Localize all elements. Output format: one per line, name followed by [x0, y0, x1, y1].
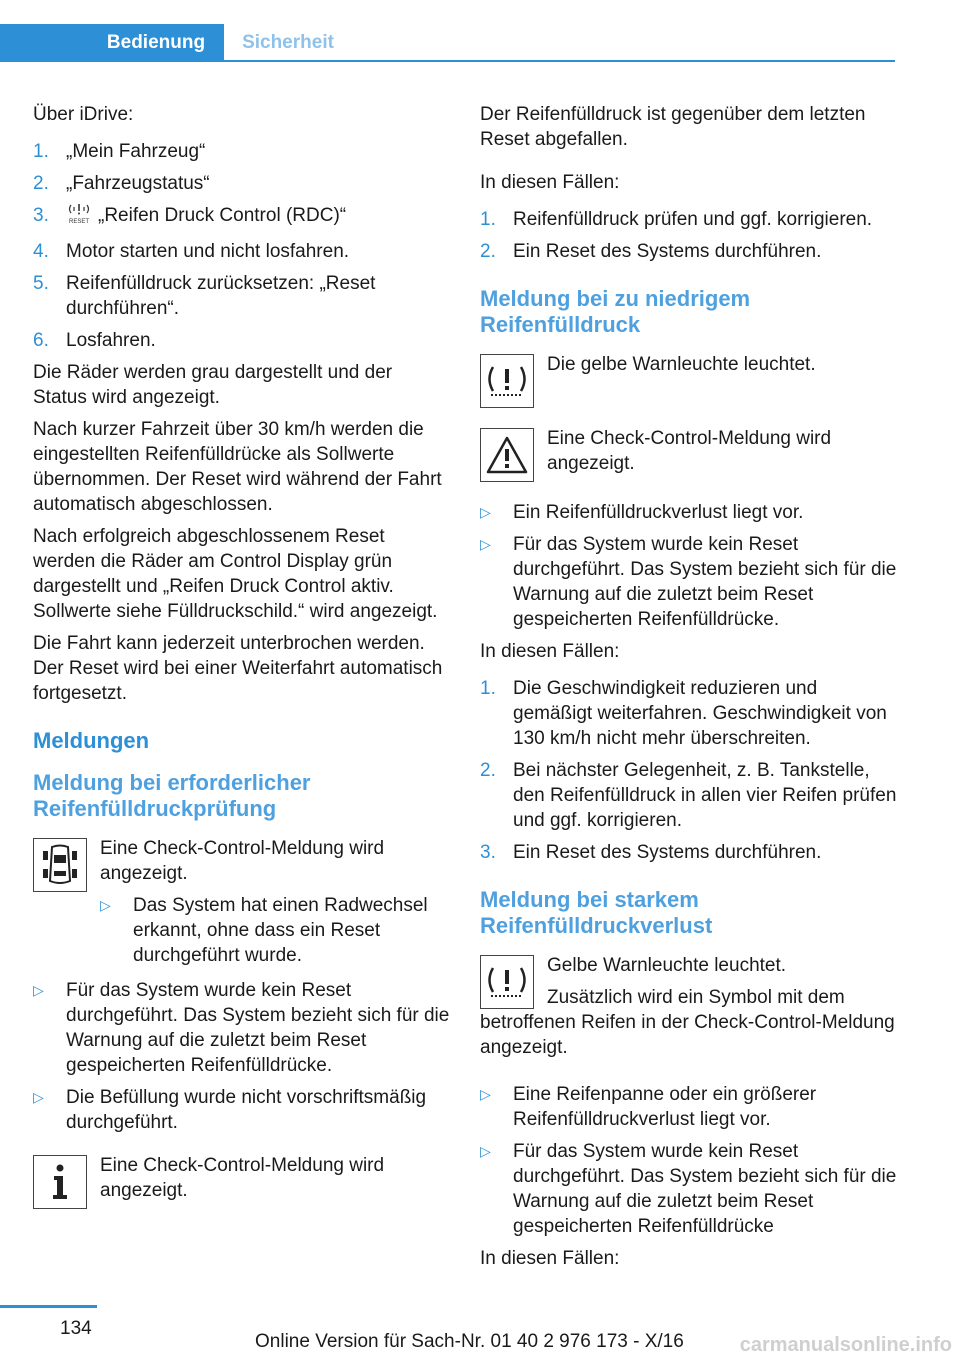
- step-text: Losfahren.: [66, 330, 156, 351]
- watermark[interactable]: carmanualsonline.info: [739, 1334, 952, 1356]
- list-item: [480, 676, 898, 751]
- heading-stark: Meldung bei starkem Reifenfülldruckverlust: [480, 887, 713, 938]
- tab-bedienung[interactable]: Bedienung: [0, 24, 224, 62]
- cases-label: In diesen Fällen:: [480, 641, 620, 662]
- message-text: Eine Check-Control-Meldung wird angezeigt.: [547, 428, 832, 474]
- tyre-pressure-warning-icon: [480, 955, 534, 1009]
- step-text: Reifenfülldruck prüfen und ggf. korrigieren.: [513, 209, 873, 230]
- cases-label: In diesen Fällen:: [480, 1248, 620, 1269]
- info-block: [33, 1153, 451, 1211]
- list-item: [480, 239, 898, 264]
- list-item: [480, 840, 898, 865]
- page-number: 134: [60, 1318, 92, 1339]
- sub-bullets: [100, 893, 451, 968]
- left-column: [33, 102, 451, 1227]
- step-text: Die Geschwindigkeit reduzieren und gemäßigt weiterfahren. Geschwindigkeit von 130 km/h nicht mehr überschreiten.: [513, 678, 887, 749]
- tab-sicherheit[interactable]: Sicherheit: [242, 32, 334, 53]
- step-number: 6.: [33, 330, 49, 351]
- step-text: Motor starten und nicht losfahren.: [66, 241, 350, 262]
- step-number: 2.: [480, 760, 496, 781]
- list-item: [480, 1139, 898, 1239]
- warning-light-block: [480, 352, 898, 410]
- step-number: 3.: [480, 842, 496, 863]
- heading-pruefung: Meldung bei erforderlicher Reifenfülldruckprüfung: [33, 770, 311, 821]
- bullets: [33, 978, 451, 1135]
- paragraph: Nach kurzer Fahrzeit über 30 km/h werden die eingestellten Reifenfülldrücke als Sollwerte übernommen. Der Reset wird während der Fahrt automatisch abgeschlossen.: [33, 419, 442, 515]
- heading-meldungen: Meldungen: [33, 728, 150, 753]
- check-control-block: [480, 426, 898, 484]
- bullet-text: Ein Reifenfülldruckverlust liegt vor.: [513, 502, 804, 523]
- message-text: Die gelbe Warnleuchte leuchtet.: [547, 354, 816, 375]
- step-number: 3.: [33, 205, 49, 226]
- paragraph: Nach erfolgreich abgeschlossenem Reset werden die Räder am Control Display grün dargestellt und „Reifen Druck Control aktiv. Sollwerte siehe Fülldruckschild.“ wird angezeigt.: [33, 526, 438, 622]
- footer-text: Online Version für Sach-Nr. 01 40 2 976 173 - X/16: [255, 1331, 684, 1352]
- tyre-pressure-warning-icon: [480, 354, 534, 408]
- chapter-tabs: [0, 24, 895, 62]
- message-text: Zusätzlich wird ein Symbol mit dem betroffenen Reifen in der Check-Control-Meldung angezeigt.: [480, 987, 895, 1058]
- warning-triangle-icon: [480, 428, 534, 482]
- triangle-bullet-icon: ▷: [33, 1089, 44, 1105]
- step-number: 1.: [480, 678, 496, 699]
- step-number: 5.: [33, 273, 49, 294]
- list-item: [33, 171, 451, 196]
- list-item: [480, 532, 898, 632]
- page-number-bar: [0, 1305, 97, 1308]
- step-text: Reifenfülldruck zurücksetzen: „Reset durchführen“.: [66, 273, 376, 319]
- bullet-text: Für das System wurde kein Reset durchgeführt. Das System bezieht sich für die Warnung auf die zuletzt beim Reset gespeicherten Reifenfülldrücke.: [66, 980, 450, 1076]
- step-number: 1.: [33, 141, 49, 162]
- list-item: [33, 978, 451, 1078]
- intro-text: Über iDrive:: [33, 104, 134, 125]
- bullets: [480, 500, 898, 632]
- cases-label: In diesen Fällen:: [480, 172, 620, 193]
- list-item: [480, 758, 898, 833]
- bullet-text: Für das System wurde kein Reset durchgeführt. Das System bezieht sich für die Warnung auf die zuletzt beim Reset gespeicherten Reifenfülldrücke: [513, 1141, 897, 1237]
- bullets: [480, 1082, 898, 1239]
- info-icon: [33, 1155, 87, 1209]
- triangle-bullet-icon: ▷: [480, 536, 491, 552]
- bullet-text: Die Befüllung wurde nicht vorschriftsmäßig durchgeführt.: [66, 1087, 427, 1133]
- message-text: Eine Check-Control-Meldung wird angezeigt.: [100, 1155, 385, 1201]
- paragraph: Die Räder werden grau dargestellt und der Status wird angezeigt.: [33, 362, 393, 408]
- step-text: Ein Reset des Systems durchführen.: [513, 241, 822, 262]
- bullet-text: Für das System wurde kein Reset durchgeführt. Das System bezieht sich für die Warnung auf die zuletzt beim Reset gespeicherten Reifenfülldrücke.: [513, 534, 897, 630]
- triangle-bullet-icon: ▷: [33, 982, 44, 998]
- check-control-block: [33, 836, 451, 968]
- step-text: „Fahrzeugstatus“: [66, 173, 210, 194]
- triangle-bullet-icon: ▷: [480, 1086, 491, 1102]
- list-item: [33, 203, 451, 232]
- step-number: 4.: [33, 241, 49, 262]
- car-tyres-icon: [33, 838, 87, 892]
- list-item: [33, 239, 451, 264]
- triangle-bullet-icon: ▷: [100, 897, 111, 913]
- warning-light-block: [480, 953, 898, 1060]
- list-item: [33, 1085, 451, 1135]
- step-text: Ein Reset des Systems durchführen.: [513, 842, 822, 863]
- paragraph: Die Fahrt kann jederzeit unterbrochen werden. Der Reset wird bei einer Weiterfahrt automatisch fortgesetzt.: [33, 633, 443, 704]
- paragraph: Der Reifenfülldruck ist gegenüber dem letzten Reset abgefallen.: [480, 104, 866, 150]
- right-column: [480, 102, 898, 1278]
- tab-underline: [224, 60, 895, 62]
- step-number: 2.: [480, 241, 496, 262]
- steps-1: [480, 207, 898, 264]
- heading-niedrig: Meldung bei zu niedrigem Reifenfülldruck: [480, 286, 751, 337]
- step-text: „Mein Fahrzeug“: [66, 141, 206, 162]
- triangle-bullet-icon: ▷: [480, 1143, 491, 1159]
- step-text: „Reifen Druck Control (RDC)“: [98, 205, 347, 226]
- bullet-text: Das System hat einen Radwechsel erkannt, ohne dass ein Reset durchgeführt wurde.: [133, 895, 428, 966]
- list-item: [33, 271, 451, 321]
- step-number: 2.: [33, 173, 49, 194]
- bullet-text: Eine Reifenpanne oder ein größerer Reifenfülldruckverlust liegt vor.: [513, 1084, 817, 1130]
- rdc-reset-icon: [66, 203, 92, 232]
- message-text: Gelbe Warnleuchte leuchtet.: [547, 955, 787, 976]
- list-item: [480, 207, 898, 232]
- list-item: [33, 328, 451, 353]
- list-item: [480, 500, 898, 525]
- list-item: [33, 139, 451, 164]
- message-text: Eine Check-Control-Meldung wird angezeigt.: [100, 838, 385, 884]
- list-item: [480, 1082, 898, 1132]
- list-item: [100, 893, 451, 968]
- idrive-steps: [33, 139, 451, 353]
- step-text: Bei nächster Gelegenheit, z. B. Tankstelle, den Reifenfülldruck in allen vier Reifen prüfen und ggf. korrigieren.: [513, 760, 897, 831]
- steps-2: [480, 676, 898, 865]
- step-number: 1.: [480, 209, 496, 230]
- svg-text:RESET: RESET: [68, 219, 90, 225]
- triangle-bullet-icon: ▷: [480, 504, 491, 520]
